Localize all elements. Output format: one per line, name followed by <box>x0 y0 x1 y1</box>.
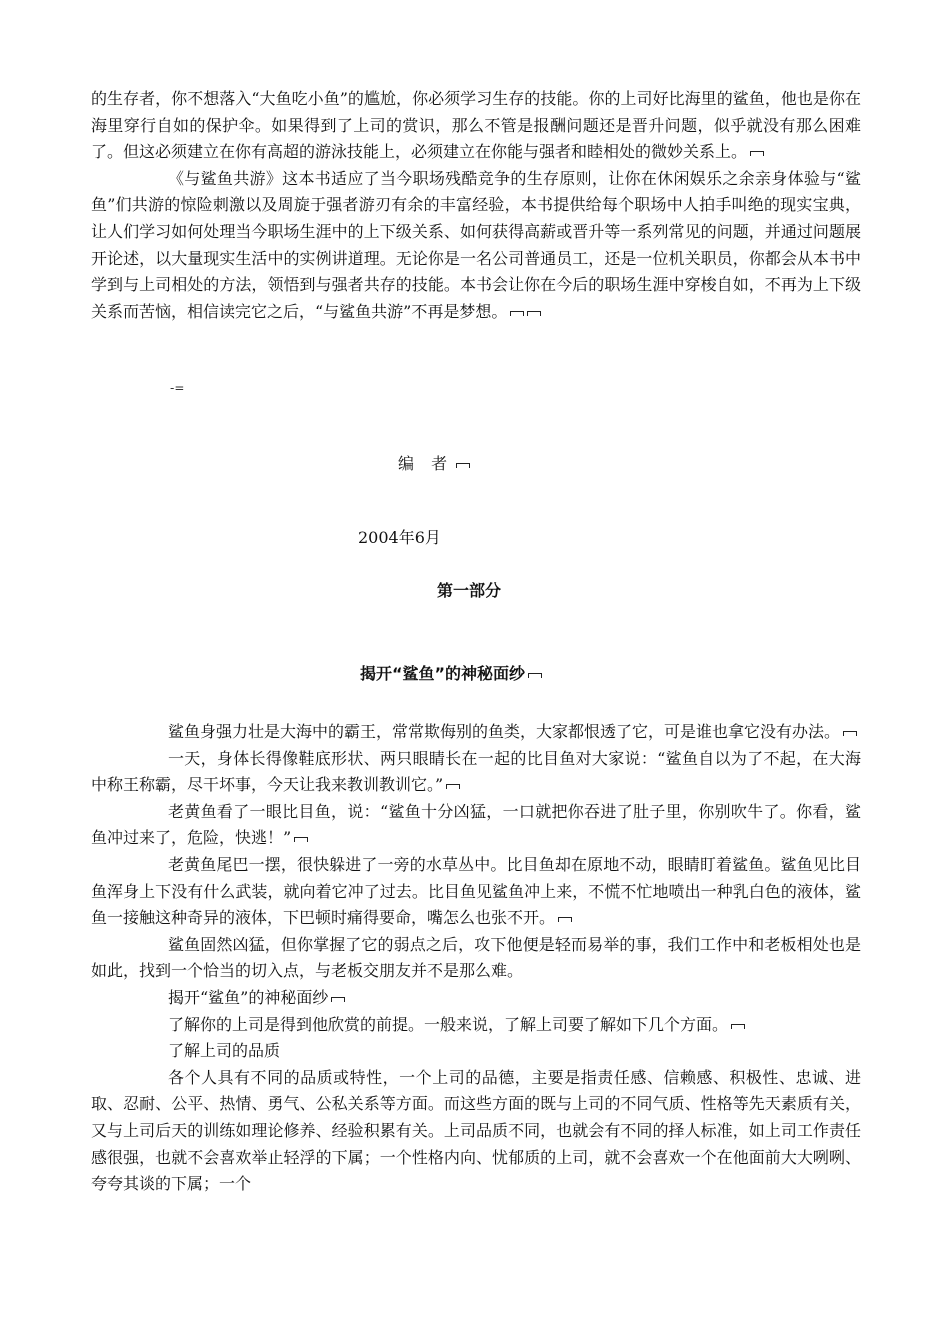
small-mark: -= <box>170 381 185 395</box>
intro-paragraph-1-text: 的生存者，你不想落入“大鱼吃小鱼”的尴尬，你必须学习生存的技能。你的上司好比海里的鲨鱼，他也是你在海里穿行自如的保护伞。如果得到了上司的赏识，那么不管是报酬问题还是晋升问题，似乎就没有那么困难了。但这必须建立在你有高超的游泳技能上，必须建立在你能与强者和睦相处的微妙关系上。 <box>91 89 861 162</box>
chapter-title-text: 揭开“鲨鱼”的神秘面纱 <box>360 664 526 683</box>
body-paragraph-text: 老黄鱼看了一眼比目鱼，说：“鲨鱼十分凶猛，一口就把你吞进了肚子里，你别吹牛了。你看，鲨鱼冲过来了，危险，快逃！” <box>91 801 861 848</box>
subsection-heading-text: 了解上司的品质 <box>168 1041 281 1061</box>
body-paragraph <box>91 1065 861 1198</box>
body-paragraph <box>91 1012 861 1039</box>
paragraph-mark-icon <box>843 731 857 736</box>
editor-signature <box>398 451 470 474</box>
body-paragraph <box>91 852 861 932</box>
paragraph-mark-icon <box>528 673 542 678</box>
paragraph-mark-icon <box>456 463 470 468</box>
paragraph-mark-icon <box>510 311 524 316</box>
body-paragraph-text: 老黄鱼尾巴一摆，很快躲进了一旁的水草丛中。比目鱼却在原地不动，眼睛盯着鲨鱼。鲨鱼见比目鱼浑身上下没有什么武装，就向着它冲了过去。比目鱼见鲨鱼冲上来，不慌不忙地喷出一种乳白色的液体，鲨鱼一接触这种奇异的液体，下巴顿时痛得要命，嘴怎么也张不开。 <box>91 854 861 928</box>
paragraph-mark-icon <box>731 1024 745 1029</box>
part-title: 第一部分 <box>437 581 502 600</box>
section-heading <box>91 985 861 1012</box>
intro-paragraph-2-text: 《与鲨鱼共游》这本书适应了当今职场残酷竞争的生存原则，让你在休闲娱乐之余亲身体验与“鲨鱼”们共游的惊险刺激以及周旋于强者游刃有余的丰富经验，本书提供给每个职场中人拍手叫绝的现实宝典，让人们学习如何处理当今职场生涯中的上下级关系、如何获得高薪或晋升等一系列常见的问题，并通过问题展开论述，以大量现实生活中的实例讲道理。无论你是一名公司普通员工，还是一位机关职员，你都会从本书中学到与上司相处的方法，领悟到与强者共存的技能。本书会让你在今后的职场生涯中穿梭自如，不再为上下级关系而苦恼，相信读完它之后，“与鲨鱼共游”不再是梦想。 <box>91 168 861 321</box>
chapter-title <box>360 661 542 684</box>
body-paragraph-text: 鲨鱼身强力壮是大海中的霸王，常常欺侮别的鱼类，大家都恨透了它，可是谁也拿它没有办法。 <box>168 722 841 741</box>
paragraph-mark-icon <box>750 151 764 156</box>
chapter-body <box>91 719 861 1198</box>
paragraph-mark-icon <box>527 311 541 316</box>
intro-section <box>91 86 861 325</box>
editor-label: 编 者 <box>398 454 454 473</box>
paragraph-mark-icon <box>446 784 460 789</box>
body-paragraph <box>91 799 861 852</box>
preface-date: 2004年6月 <box>358 528 441 547</box>
intro-paragraph-2 <box>91 166 861 326</box>
paragraph-mark-icon <box>558 917 572 922</box>
body-paragraph <box>91 746 861 799</box>
body-paragraph <box>91 719 861 746</box>
intro-paragraph-1 <box>91 86 861 166</box>
body-paragraph <box>91 932 861 985</box>
section-heading-text: 揭开“鲨鱼”的神秘面纱 <box>168 987 329 1007</box>
body-paragraph-text: 鲨鱼固然凶猛，但你掌握了它的弱点之后，攻下他便是轻而易举的事，我们工作中和老板相处也是如此，找到一个恰当的切入点，与老板交朋友并不是那么难。 <box>91 934 861 981</box>
body-paragraph-text: 一天，身体长得像鞋底形状、两只眼睛长在一起的比目鱼对大家说：“鲨鱼自以为了不起，在大海中称王称霸，尽干坏事，今天让我来教训教训它。” <box>91 748 861 795</box>
paragraph-mark-icon <box>331 997 345 1002</box>
subsection-heading <box>91 1038 861 1065</box>
body-paragraph-text: 了解你的上司是得到他欣赏的前提。一般来说，了解上司要了解如下几个方面。 <box>168 1014 729 1034</box>
paragraph-mark-icon <box>294 837 308 842</box>
body-paragraph-text: 各个人具有不同的品质或特性，一个上司的品德，主要是指责任感、信赖感、积极性、忠诚、进取、忍耐、公平、热情、勇气、公私关系等方面。而这些方面的既与上司的不同气质、性格等先天素质有关，又与上司后天的训练如理论修养、经验积累有关。上司品质不同，也就会有不同的择人标准，如上司工作责任感很强，也就不会喜欢举止轻浮的下属；一个性格内向、忧郁质的上司，就不会喜欢一个在他面前大大咧咧、夸夸其谈的下属；一个 <box>91 1067 861 1194</box>
